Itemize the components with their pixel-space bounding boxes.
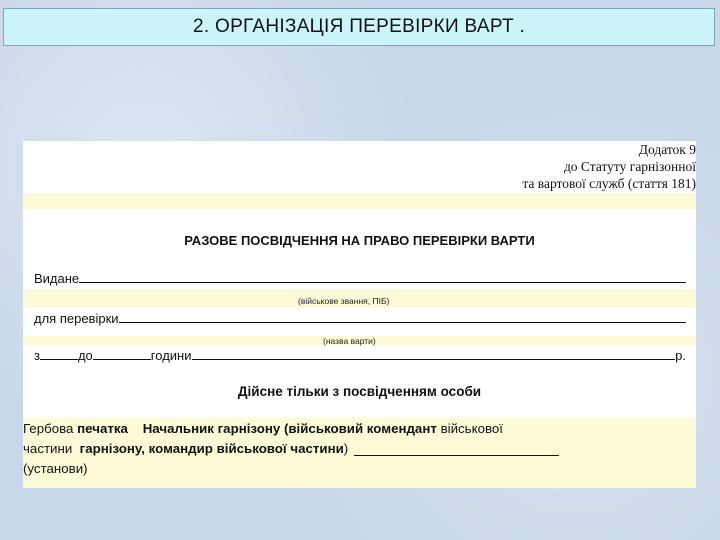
chief-title-plain: військової <box>440 421 503 436</box>
signature-line-2 <box>23 439 673 459</box>
certificate-title: РАЗОВЕ ПОСВІДЧЕННЯ НА ПРАВО ПЕРЕВІРКИ ВАРТИ <box>184 233 535 248</box>
unit-close: ) <box>343 441 349 456</box>
check-hint: (назва варти) <box>323 336 376 346</box>
appendix-line-3: та вартової служб (стаття 181) <box>522 176 696 191</box>
check-row <box>34 311 686 326</box>
appendix-line-2: до Статуту гарнізонної <box>563 159 696 174</box>
time-to-line <box>93 358 151 360</box>
time-hours-line <box>192 358 676 360</box>
time-to-label: до <box>77 348 93 363</box>
signature-line <box>354 454 559 456</box>
slide-title-bar <box>3 8 715 46</box>
check-line <box>119 321 686 323</box>
seal-label-bold: печатка <box>77 421 128 436</box>
institution-label: (установи) <box>23 461 88 476</box>
time-from-label: з <box>34 348 40 363</box>
unit-title: гарнізону, командир військової частини <box>79 441 344 456</box>
signature-line-1 <box>23 419 673 439</box>
check-label: для перевірки <box>34 311 119 326</box>
time-from-line <box>40 358 78 360</box>
certificate-document <box>23 141 696 488</box>
slide-title: 2. ОРГАНІЗАЦІЯ ПЕРЕВІРКИ ВАРТ . <box>192 16 526 37</box>
appendix-reference <box>522 141 696 192</box>
issued-line <box>79 281 686 283</box>
issued-label: Видане <box>34 271 80 286</box>
issued-hint: (військове звання, ПІБ) <box>298 296 390 306</box>
signature-block <box>23 419 673 479</box>
validity-note: Дійсне тільки з посвідченням особи <box>237 384 482 399</box>
time-hours-label: години <box>150 348 192 363</box>
appendix-line-1: Додаток 9 <box>638 142 696 157</box>
issued-row <box>34 271 686 286</box>
time-year-label: р. <box>675 348 686 363</box>
time-row <box>34 348 686 363</box>
chief-title: Начальник гарнізону (військовий комендант <box>142 421 437 436</box>
seal-label: Гербова <box>23 421 74 436</box>
unit-label: частини <box>23 441 73 456</box>
